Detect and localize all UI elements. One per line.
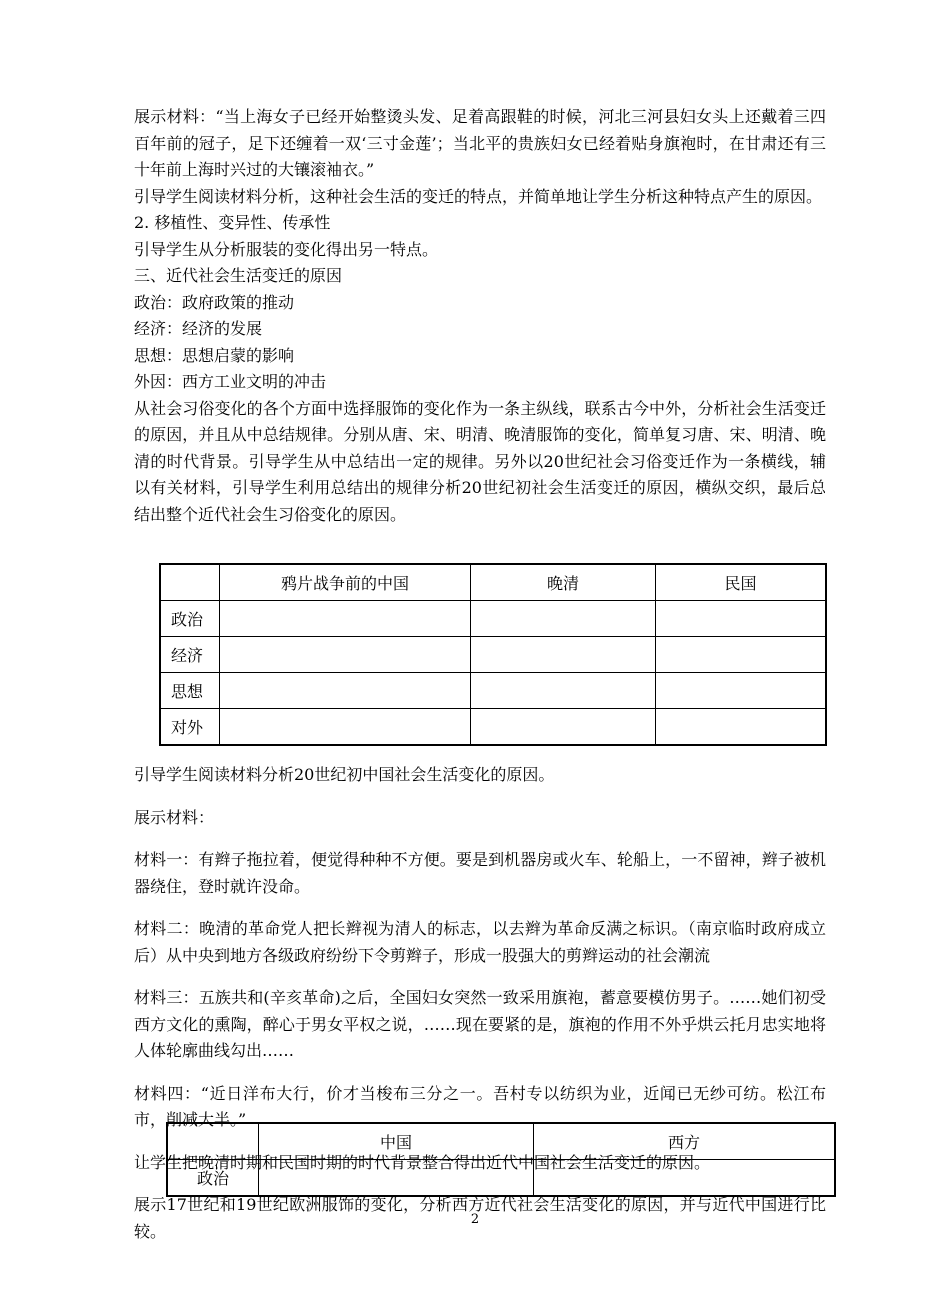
paragraph-guide-clothing: 引导学生从分析服装的变化得出另一特点。 [134,239,439,259]
paragraph-feature-2: 2. 移植性、变异性、传承性 [134,213,331,232]
paragraph-method: 从社会习俗变化的各个方面中选择服饰的变化作为一条主纵线，联系古今中外，分析社会生活变迁的原因，并且从中总结规律。分别从唐、宋、明清、晚清服饰的变化，简单复习唐、宋、明清、晚清的时代背景。引导学生从中总结出一定的规律。另外以20世纪社会习俗变迁作为一条横线，辅以有关材料，引导学生利用总结出的规律分析20世纪初社会生活变迁的原因，横纵交织，最后总结出整个近代社会生习俗变化的原因。 [134,398,826,524]
comparison-table-china-eras [159,563,827,746]
table-header-cell [167,1123,259,1160]
row-label: 思想 [160,673,220,709]
table-cell [534,1160,836,1197]
table-header-cell: 西方 [534,1123,836,1160]
paragraph-material-3: 材料三：五族共和(辛亥革命)之后，全国妇女突然一致采用旗袍，蓄意要模仿男子。……她们初受西方文化的熏陶，醉心于男女平权之说，……现在要紧的是，旗袍的作用不外乎烘云托月忠实地将人体轮廓曲线勾出…… [134,988,826,1060]
table-cell [259,1160,534,1197]
table-header-cell: 民国 [656,564,827,601]
paragraph-material-2: 材料二：晚清的革命党人把长辫视为清人的标志，以去辫为革命反满之标识。（南京临时政府成立后）从中央到地方各级政府纷纷下令剪辫子，形成一股强大的剪辫运动的社会潮流 [134,919,826,965]
row-label: 政治 [160,601,220,637]
table-cell [656,637,827,673]
table-header-cell [160,564,220,601]
row-label: 政治 [167,1160,259,1197]
paragraph-europe-compare: 展示17世纪和19世纪欧洲服饰的变化，分析西方近代社会生活变化的原因，并与近代中国进行比较。 [134,1195,826,1241]
comparison-table-china-west [166,1122,836,1197]
paragraph-thought: 思想：思想启蒙的影响 [134,345,295,365]
paragraph-material-1: 材料一：有辫子拖拉着，便觉得种种不方便。要是到机器房或火车、轮船上，一不留神，辫子被机器绕住，登时就许没命。 [134,850,826,896]
table-cell [220,673,471,709]
table-cell [471,637,656,673]
table-cell [220,637,471,673]
table-header-row [160,564,826,601]
paragraph-guide-analysis: 引导学生阅读材料分析，这种社会生活的变迁的特点，并简单地让学生分析这种特点产生的原因。 [134,186,823,206]
table-cell [220,601,471,637]
table-cell [656,709,827,746]
paragraph-external: 外因：西方工业文明的冲击 [134,372,327,391]
table-cell [656,673,827,709]
table-row [167,1160,835,1197]
paragraph-material-4: 材料四：“近日洋布大行，价才当梭布三分之一。吾村专以纺织为业，近闻已无纱可纺。松江布市，削减大半。” [134,1083,826,1129]
table-header-cell: 晚清 [471,564,656,601]
table-row [160,601,826,637]
paragraph-integrate: 让学生把晚清时期和民国时期的时代背景整合得出近代中国社会生活变迁的原因。 [134,1152,711,1172]
table-cell [471,709,656,746]
table-header-cell: 中国 [259,1123,534,1160]
table-row [160,709,826,746]
paragraph-guide-20th: 引导学生阅读材料分析20世纪初中国社会生活变化的原因。 [134,765,555,784]
document-body-top [134,104,826,528]
row-label: 经济 [160,637,220,673]
page-number: 2 [470,1212,480,1227]
table-row [160,637,826,673]
table-cell [471,601,656,637]
section-heading-3: 三、近代社会生活变迁的原因 [134,266,343,285]
table-row [160,673,826,709]
row-label: 对外 [160,709,220,746]
table-header-row [167,1123,835,1160]
table-header-cell: 鸦片战争前的中国 [220,564,471,601]
paragraph-show-material: 展示材料： [134,807,215,827]
table-cell [471,673,656,709]
table-cell [656,601,827,637]
paragraph-economy: 经济：经济的发展 [134,319,263,338]
paragraph-politics: 政治：政府政策的推动 [134,292,295,312]
paragraph-material-display: 展示材料：“当上海女子已经开始整烫头发、足着高跟鞋的时候，河北三河县妇女头上还戴着三四百年前的冠子，足下还缠着一双‘三寸金莲’；当北平的贵族妇女已经着贴身旗袍时，在甘肃还有三十年前上海时兴过的大镶滚袖衣。” [134,107,826,179]
table-cell [220,709,471,746]
